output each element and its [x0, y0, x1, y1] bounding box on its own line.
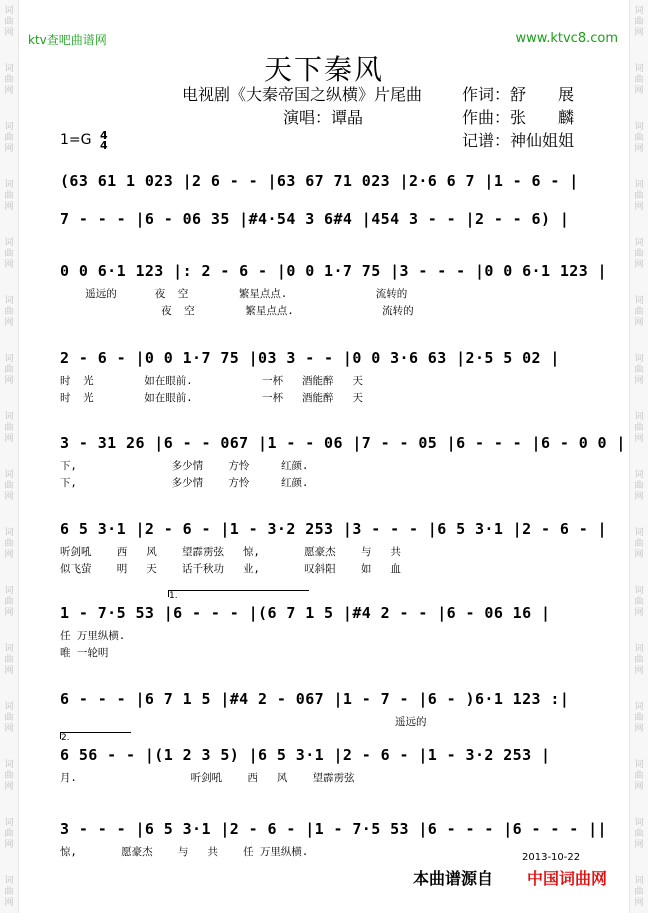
watermark-glyph: 词 曲 网 — [4, 586, 14, 618]
watermark-glyph: 词 曲 网 — [4, 760, 14, 792]
watermark-glyph: 词 曲 网 — [4, 818, 14, 850]
lyric-line: 似飞萤 明 天 话千秋功 业, 叹斜阳 如 血 — [60, 563, 401, 575]
lyric-line: 时 光 如在眼前. 一杯 酒能醉 天 — [60, 375, 364, 387]
watermark-glyph: 词 曲 网 — [4, 238, 14, 270]
notation-line: 7 - - - |6 - 06 35 |#4·54 3 6#4 |454 3 - - |2 - - 6) | — [60, 210, 570, 228]
notation-line: 6 - - - |6 7 1 5 |#4 2 - 067 |1 - 7 - |6 - )6·1 123 :| — [60, 690, 570, 708]
watermark-glyph: 词 曲 网 — [634, 180, 644, 212]
watermark-glyph: 词 曲 网 — [634, 238, 644, 270]
source-label: 本曲谱源自 — [413, 869, 494, 888]
time-signature-top: 4 — [100, 129, 108, 142]
watermark-glyph: 词 曲 网 — [4, 64, 14, 96]
lyric-line: 任 万里纵横. — [60, 630, 126, 642]
time-signature-bottom: 4 — [100, 139, 108, 152]
score-date: 2013-10-22 — [522, 852, 581, 863]
watermark-glyph: 词 曲 网 — [634, 760, 644, 792]
watermark-glyph: 词 曲 网 — [634, 876, 644, 908]
watermark-glyph: 词 曲 网 — [4, 122, 14, 154]
watermark-glyph: 词 曲 网 — [634, 702, 644, 734]
notation-line: 6 5 3·1 |2 - 6 - |1 - 3·2 253 |3 - - - |6 5 3·1 |2 - 6 - | — [60, 520, 607, 538]
watermark-glyph: 词 曲 网 — [4, 876, 14, 908]
watermark-glyph: 词 曲 网 — [4, 354, 14, 386]
song-title: 天下秦风 — [263, 53, 384, 86]
lyric-line: 下, 多少情 方怜 红颜. — [60, 460, 309, 472]
watermark-glyph: 词 曲 网 — [4, 470, 14, 502]
right-watermark-strip — [629, 0, 648, 913]
brand-label[interactable]: 中国词曲网 — [527, 869, 608, 888]
lyric-line: 夜 空 繁星点点. 流转的 — [60, 305, 414, 317]
watermark-glyph: 词 曲 网 — [634, 6, 644, 38]
watermark-glyph: 词 曲 网 — [634, 644, 644, 676]
watermark-glyph: 词 曲 网 — [4, 702, 14, 734]
time-signature — [100, 131, 108, 151]
lyric-line: 下, 多少情 方怜 红颜. — [60, 477, 309, 489]
notation-line: (63 61 1 023 |2 6 - - |63 67 71 023 |2·6 6 7 |1 - 6 - | — [60, 172, 579, 190]
site-right-label[interactable]: www.ktvc8.com — [515, 31, 618, 46]
lyric-line: 时 光 如在眼前. 一杯 酒能醉 天 — [60, 392, 364, 404]
watermark-glyph: 词 曲 网 — [634, 122, 644, 154]
watermark-glyph: 词 曲 网 — [634, 354, 644, 386]
lyric-line: 听剑吼 西 风 望霹雳弦 惊, 愿豪杰 与 共 — [60, 546, 401, 558]
notation-line: 3 - 31 26 |6 - - 067 |1 - - 06 |7 - - 05 |6 - - - |6 - 0 0 | — [60, 434, 626, 452]
watermark-glyph: 词 曲 网 — [634, 470, 644, 502]
volta-bracket: 2. — [60, 732, 131, 739]
watermark-glyph: 词 曲 网 — [634, 64, 644, 96]
lyric-line: 惊, 愿豪杰 与 共 任 万里纵横. — [60, 846, 309, 858]
watermark-glyph: 词 曲 网 — [4, 412, 14, 444]
notation-line: 1 - 7·5 53 |6 - - - |(6 7 1 5 |#4 2 - - |6 - 06 16 | — [60, 604, 551, 622]
lyric-line: 唯 一轮明 — [60, 647, 109, 659]
lyric-line: 月. 听剑吼 西 风 望霹雳弦 — [60, 772, 355, 784]
watermark-glyph: 词 曲 网 — [634, 528, 644, 560]
transcriber-credit: 记谱：神仙姐姐 — [462, 131, 575, 150]
singer-credit: 演唱：谭晶 — [283, 108, 364, 127]
watermark-glyph: 词 曲 网 — [634, 586, 644, 618]
lyricist-credit: 作词：舒 展 — [462, 85, 575, 104]
watermark-glyph: 词 曲 网 — [4, 180, 14, 212]
site-left-label[interactable]: ktv查吧曲谱网 — [28, 33, 107, 47]
lyric-line: 遥远的 — [60, 716, 427, 728]
notation-line: 6 56 - - |(1 2 3 5) |6 5 3·1 |2 - 6 - |1 - 3·2 253 | — [60, 746, 551, 764]
composer-credit: 作曲：张 麟 — [462, 108, 575, 127]
watermark-glyph: 词 曲 网 — [4, 644, 14, 676]
notation-line: 2 - 6 - |0 0 1·7 75 |03 3 - - |0 0 3·6 63 |2·5 5 02 | — [60, 349, 560, 367]
watermark-glyph: 词 曲 网 — [4, 296, 14, 328]
watermark-glyph: 词 曲 网 — [4, 6, 14, 38]
notation-line: 0 0 6·1 123 |: 2 - 6 - |0 0 1·7 75 |3 - - - |0 0 6·1 123 | — [60, 262, 607, 280]
watermark-glyph: 词 曲 网 — [634, 412, 644, 444]
volta-bracket: 1. — [168, 590, 309, 597]
lyric-line: 遥远的 夜 空 繁星点点. 流转的 — [60, 288, 408, 300]
key-signature: 1=G — [60, 132, 92, 148]
watermark-glyph: 词 曲 网 — [634, 296, 644, 328]
watermark-glyph: 词 曲 网 — [4, 528, 14, 560]
song-subtitle: 电视剧《大秦帝国之纵横》片尾曲 — [182, 85, 423, 104]
watermark-glyph: 词 曲 网 — [634, 818, 644, 850]
left-watermark-strip — [0, 0, 19, 913]
notation-line: 3 - - - |6 5 3·1 |2 - 6 - |1 - 7·5 53 |6 - - - |6 - - - || — [60, 820, 607, 838]
